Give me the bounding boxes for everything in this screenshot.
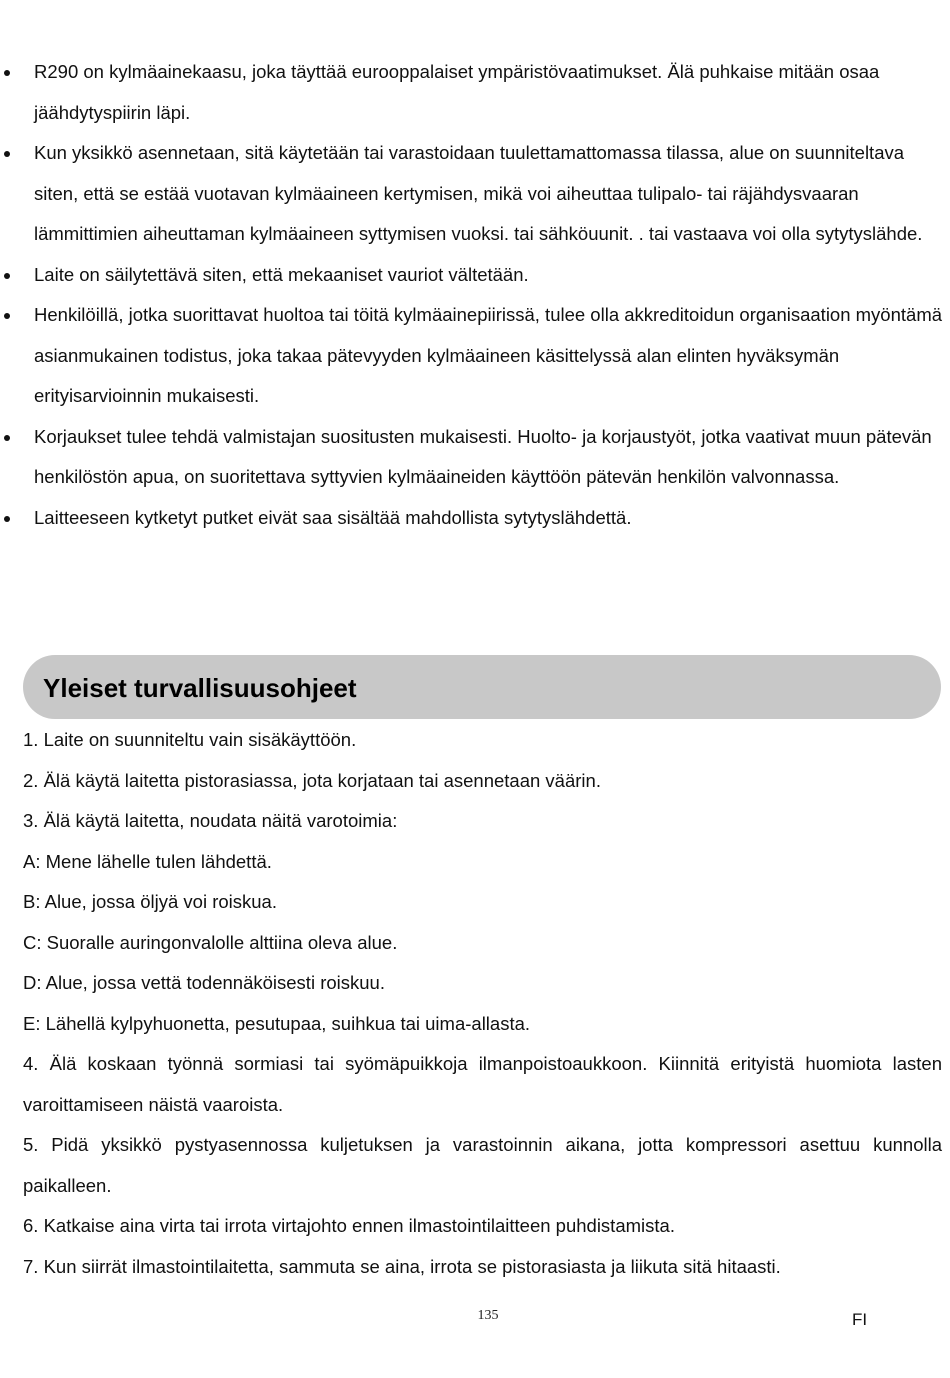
- section-title: Yleiset turvallisuusohjeet: [43, 673, 357, 703]
- bullet-item: [0, 417, 950, 498]
- instruction-subitem: E: Lähellä kylpyhuonetta, pesutupaa, suihkua tai uima-allasta.: [23, 1012, 531, 1034]
- bullet-icon: [4, 273, 10, 279]
- bullet-item: [0, 133, 950, 255]
- bullet-text: R290 on kylmäainekaasu, joka täyttää eurooppalaiset ympäristövaatimukset. Älä puhkaise mitään osaa jäähdytyspiirin läpi.: [34, 61, 880, 123]
- bullet-item: [0, 255, 950, 296]
- bullet-text: Laitteeseen kytketyt putket eivät saa sisältää mahdollista sytytyslähdettä.: [34, 506, 632, 528]
- instruction-item: 2. Älä käytä laitetta pistorasiassa, jota korjataan tai asennetaan väärin.: [23, 769, 601, 791]
- instruction-subitem: C: Suoralle auringonvalolle alttiina oleva alue.: [23, 931, 398, 953]
- instruction-item: 1. Laite on suunniteltu vain sisäkäyttöön.: [23, 729, 357, 750]
- instruction-item: 3. Älä käytä laitetta, noudata näitä varotoimia:: [23, 810, 398, 831]
- instruction-item: 6. Katkaise aina virta tai irrota virtajohto ennen ilmastointilaitteen puhdistamista.: [23, 1215, 675, 1236]
- bullet-icon: [4, 516, 10, 522]
- instruction-subitem: D: Alue, jossa vettä todennäköisesti roiskuu.: [23, 972, 385, 993]
- bullet-text: Kun yksikkö asennetaan, sitä käytetään tai varastoidaan tuulettamattomassa tilassa, alue on suunniteltava siten, että se estää vuotavan kylmäaineen kertymisen, mikä voi aiheuttaa tulipalo- tai räjähdysvaaran lämmittimien aiheuttaman kylmäaineen syttymisen vuoksi. tai sähköuunit. . tai vastaava voi olla sytytyslähde.: [34, 142, 923, 244]
- bullet-item: [0, 52, 950, 133]
- bullet-icon: [4, 313, 10, 319]
- instruction-subitem: B: Alue, jossa öljyä voi roiskua.: [23, 891, 277, 912]
- instruction-item: 4. Älä koskaan työnnä sormiasi tai syömäpuikkoja ilmanpoistoaukkoon. Kiinnitä erityistä huomiota lasten varoittamiseen näistä vaaroista.: [23, 1053, 942, 1115]
- bullet-item: [0, 498, 950, 539]
- instruction-subitem: A: Mene lähelle tulen lähdettä.: [23, 850, 272, 872]
- bullet-icon: [4, 151, 10, 157]
- instruction-item: 5. Pidä yksikkö pystyasennossa kuljetuksen ja varastoinnin aikana, jotta kompressori asettuu kunnolla paikalleen.: [23, 1134, 942, 1196]
- language-code: FI: [852, 1310, 868, 1329]
- instruction-item: 7. Kun siirrät ilmastointilaitetta, sammuta se aina, irrota se pistorasiasta ja liikuta sitä hitaasti.: [23, 1255, 781, 1277]
- bullet-text: Henkilöillä, jotka suorittavat huoltoa tai töitä kylmäainepiirissä, tulee olla akkreditoidun organisaation myöntämä asianmukainen todistus, joka takaa pätevyyden kylmäaineen käsittelyssä alan elinten hyväksymän erityisarvioinnin mukaisesti.: [34, 304, 943, 406]
- bullet-item: [0, 295, 950, 417]
- page-number: 135: [477, 1308, 499, 1323]
- safety-bullet-list: [0, 52, 950, 538]
- bullet-text: Laite on säilytettävä siten, että mekaaniset vauriot vältetään.: [34, 263, 529, 285]
- bullet-text: Korjaukset tulee tehdä valmistajan suositusten mukaisesti. Huolto- ja korjaustyöt, jotka vaativat muun pätevän henkilöstön apua, on suoritettava syttyvien kylmäaineiden käyttöön pätevän henkilön valvonnassa.: [34, 425, 932, 487]
- bullet-icon: [4, 435, 10, 441]
- section-header: [23, 655, 941, 719]
- bullet-icon: [4, 70, 10, 76]
- safety-instructions-list: [23, 720, 942, 1287]
